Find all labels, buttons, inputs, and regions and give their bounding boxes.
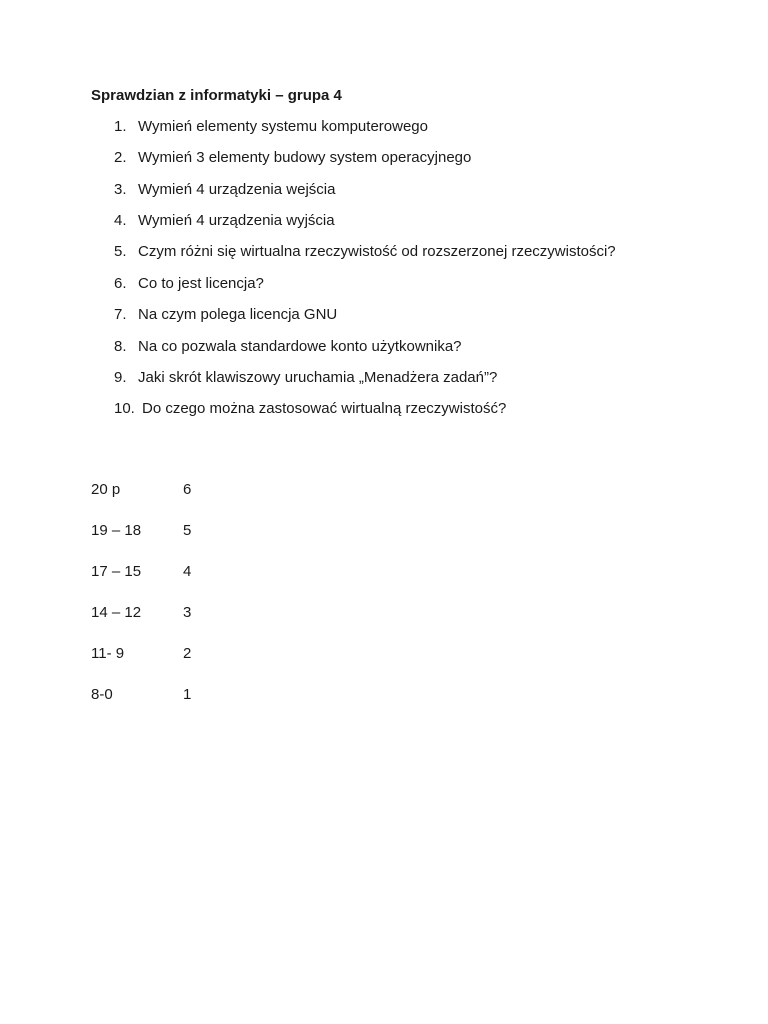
grade-value: 2 xyxy=(183,645,192,662)
question-number: 1. xyxy=(114,118,127,135)
question-item xyxy=(0,306,768,328)
question-number: 3. xyxy=(114,181,127,198)
question-item xyxy=(0,181,768,203)
question-item xyxy=(0,212,768,234)
points-range: 11- 9 xyxy=(91,645,125,662)
question-item xyxy=(0,369,768,391)
points-range: 14 – 12 xyxy=(91,604,142,621)
question-text: Co to jest licencja? xyxy=(138,275,264,292)
points-range: 19 – 18 xyxy=(91,522,142,539)
grade-row xyxy=(0,645,768,667)
question-text: Do czego można zastosować wirtualną rzeczywistość? xyxy=(142,400,507,417)
question-text: Na co pozwala standardowe konto użytkownika? xyxy=(138,338,462,355)
grade-value: 3 xyxy=(183,604,192,621)
question-item xyxy=(0,338,768,360)
question-item xyxy=(0,400,768,422)
grade-row xyxy=(0,481,768,503)
question-text: Wymień elementy systemu komputerowego xyxy=(138,118,428,135)
grade-value: 6 xyxy=(183,481,192,498)
question-number: 8. xyxy=(114,338,127,355)
question-item xyxy=(0,118,768,140)
grade-row xyxy=(0,686,768,708)
grade-row xyxy=(0,563,768,585)
question-number: 4. xyxy=(114,212,127,229)
grade-value: 5 xyxy=(183,522,192,539)
question-number: 7. xyxy=(114,306,127,323)
question-number: 10. xyxy=(114,400,135,417)
question-item xyxy=(0,243,768,265)
points-range: 20 p xyxy=(91,481,121,498)
grade-value: 4 xyxy=(183,563,192,580)
page-title: Sprawdzian z informatyki – grupa 4 xyxy=(91,87,342,104)
points-range: 17 – 15 xyxy=(91,563,142,580)
grade-row xyxy=(0,522,768,544)
question-number: 2. xyxy=(114,149,127,166)
question-number: 5. xyxy=(114,243,127,260)
question-text: Wymień 3 elementy budowy system operacyjnego xyxy=(138,149,472,166)
points-range: 8-0 xyxy=(91,686,113,703)
question-text: Czym różni się wirtualna rzeczywistość od rozszerzonej rzeczywistości? xyxy=(138,243,616,260)
question-item xyxy=(0,149,768,171)
question-number: 9. xyxy=(114,369,127,386)
question-text: Wymień 4 urządzenia wejścia xyxy=(138,181,336,198)
question-text: Wymień 4 urządzenia wyjścia xyxy=(138,212,335,229)
question-text: Na czym polega licencja GNU xyxy=(138,306,338,323)
question-item xyxy=(0,275,768,297)
grade-value: 1 xyxy=(183,686,192,703)
grade-row xyxy=(0,604,768,626)
question-number: 6. xyxy=(114,275,127,292)
question-text: Jaki skrót klawiszowy uruchamia „Menadżera zadań”? xyxy=(138,369,498,386)
